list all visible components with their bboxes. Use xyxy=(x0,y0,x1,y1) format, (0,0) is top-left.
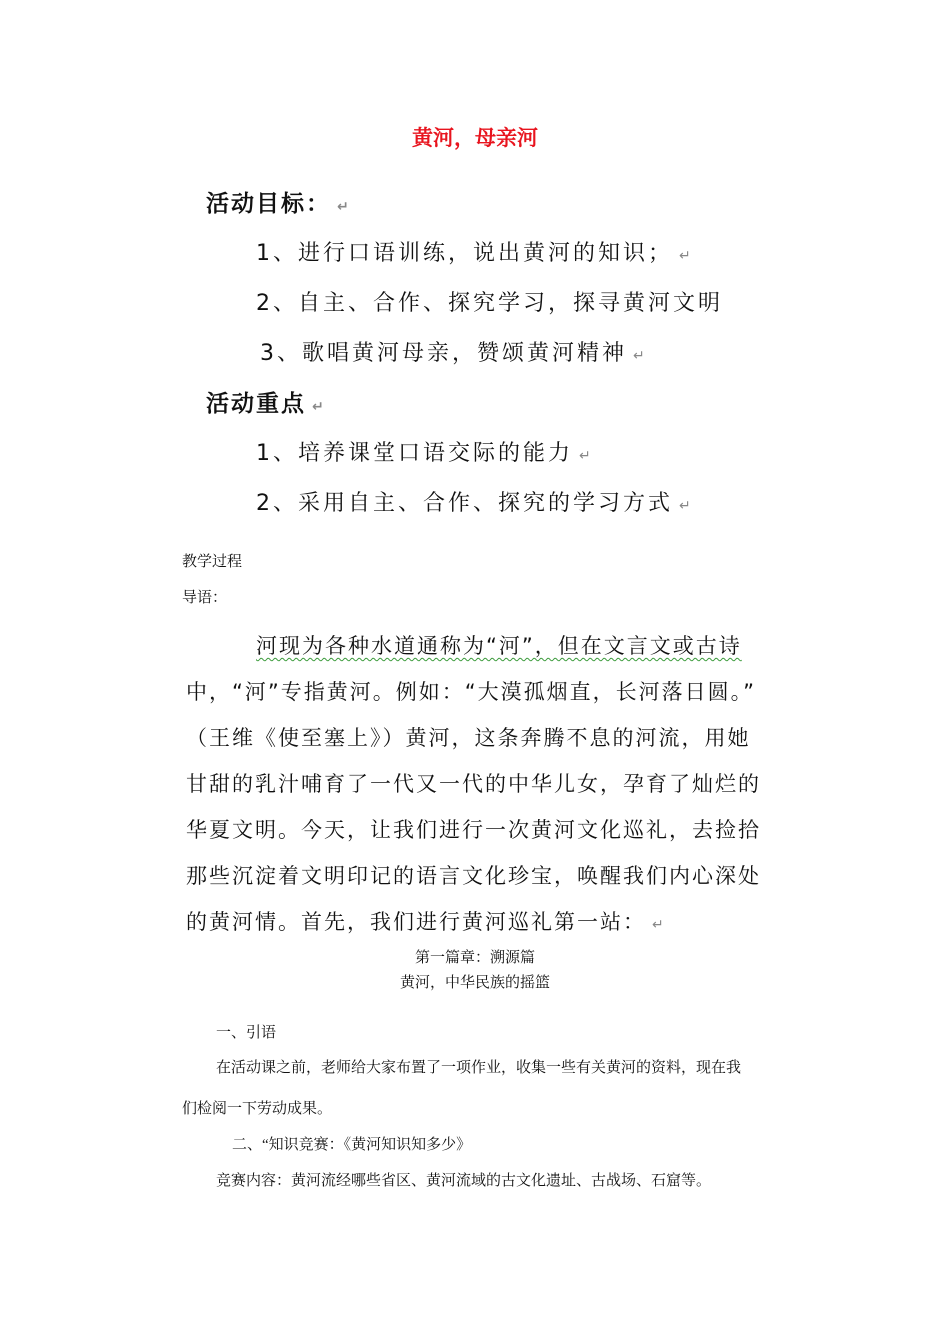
focus-item-text: 2、采用自主、合作、探究的学习方式 xyxy=(256,491,673,516)
intro-line-6: 那些沉淀着文明印记的语言文化珍宝，唤醒我们内心深处 xyxy=(186,864,761,888)
focus-item-2 xyxy=(256,486,691,517)
section1-heading: 一、引语 xyxy=(216,1025,277,1041)
goal-item-1 xyxy=(256,236,691,267)
goals-heading-text: 活动目标： xyxy=(206,191,331,217)
process-label: 教学过程 xyxy=(182,554,243,570)
intro-line-1 xyxy=(256,630,846,660)
paragraph-mark-icon: ↵ xyxy=(579,448,591,464)
focus-heading xyxy=(206,385,324,418)
paragraph-mark-icon: ↵ xyxy=(679,498,691,514)
focus-heading-text: 活动重点 xyxy=(206,391,306,417)
focus-item-1 xyxy=(256,436,591,467)
intro-line-2: 中，“河”专指黄河。例如：“大漠孤烟直，长河落日圆。” xyxy=(186,680,757,704)
intro-line-5: 华夏文明。今天，让我们进行一次黄河文化巡礼，去捡拾 xyxy=(186,818,761,842)
section2-heading: 二、“知识竞赛：《黄河知识知多少》 xyxy=(232,1137,472,1153)
goal-item-3 xyxy=(260,336,645,367)
contest-content: 竞赛内容：黄河流经哪些省区、黄河流域的古文化遗址、古战场、石窟等。 xyxy=(216,1173,712,1189)
document-title: 黄河，母亲河 xyxy=(412,125,538,150)
chapter-subtitle: 黄河，中华民族的摇篮 xyxy=(399,975,550,991)
intro-line-7 xyxy=(186,906,776,936)
intro-line-3: （王维《使至塞上》）黄河，这条奔腾不息的河流，用她 xyxy=(186,726,751,750)
paragraph-mark-icon: ↵ xyxy=(312,399,324,415)
paragraph-mark-icon: ↵ xyxy=(652,917,664,933)
intro-line-text: 河现为各种水道通称为“河”，但在文言文或古诗 xyxy=(256,634,742,658)
goal-item-2 xyxy=(256,286,723,317)
chapter-title: 第一篇章：溯源篇 xyxy=(414,950,535,966)
goal-item-text: 2、自主、合作、探究学习，探寻黄河文明 xyxy=(256,291,723,316)
goals-heading xyxy=(206,185,349,218)
paragraph-mark-icon: ↵ xyxy=(679,248,691,264)
goal-item-text: 1、进行口语训练，说出黄河的知识； xyxy=(256,241,673,266)
goal-item-text: 3、歌唱黄河母亲，赞颂黄河精神 xyxy=(260,341,627,366)
section1-line-1: 在活动课之前，老师给大家布置了一项作业，收集一些有关黄河的资料，现在我 xyxy=(216,1060,742,1076)
intro-line-4: 甘甜的乳汁哺育了一代又一代的中华儿女，孕育了灿烂的 xyxy=(186,772,761,796)
paragraph-mark-icon: ↵ xyxy=(633,348,645,364)
section1-line-2: 们检阅一下劳动成果。 xyxy=(182,1101,333,1117)
paragraph-mark-icon: ↵ xyxy=(337,199,349,215)
intro-label: 导语： xyxy=(182,590,228,606)
focus-item-text: 1、培养课堂口语交际的能力 xyxy=(256,441,573,466)
intro-line-text: 的黄河情。首先，我们进行黄河巡礼第一站： xyxy=(186,910,646,934)
